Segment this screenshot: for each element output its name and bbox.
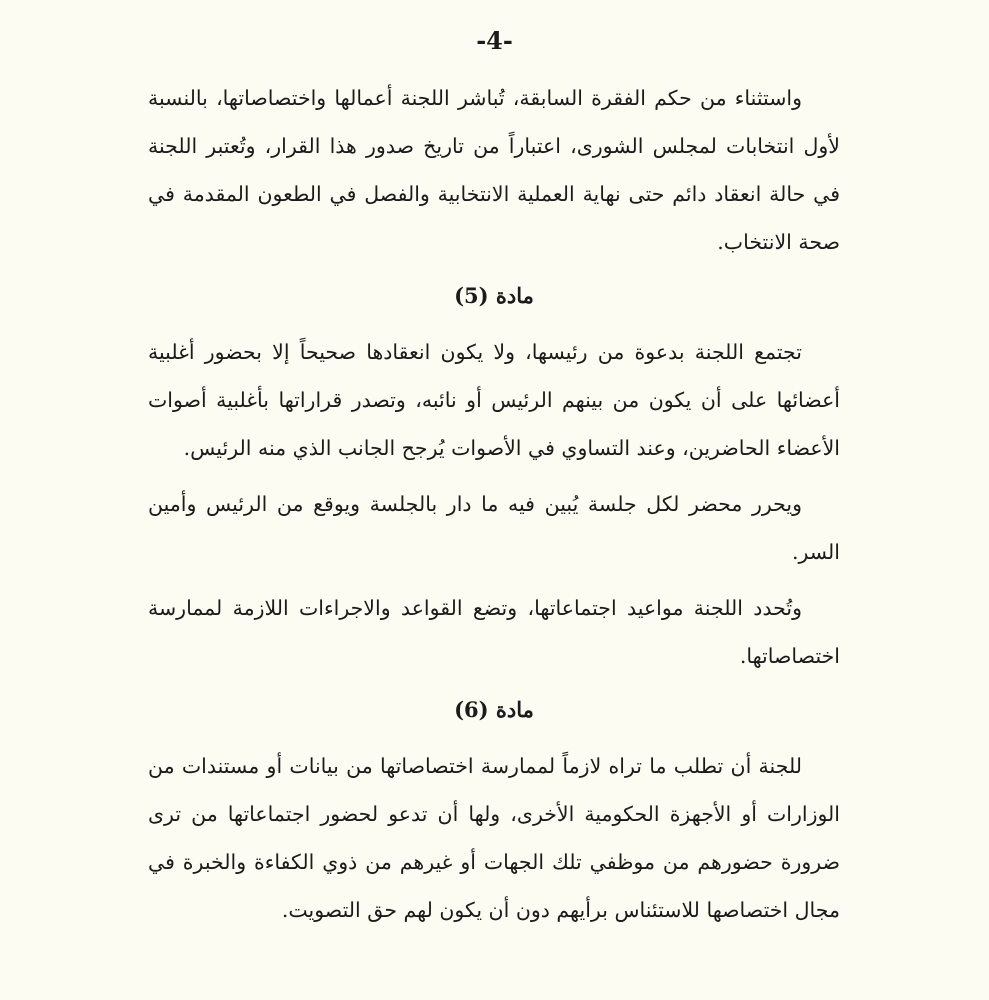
paragraph-intro-exception: واستثناء من حكم الفقرة السابقة، تُباشر اللجنة أعمالها واختصاصاتها، بالنسبة لأول انتخابات لمجلس الشورى، اعتباراً من تاريخ صدور هذا القرار، وتُعتبر اللجنة في حالة انعقاد دائم حتى نهاية العملية الانتخابية والفصل في الطعون المقدمة في صحة الانتخاب.	[148, 86, 840, 254]
paragraph-article-5-schedule: وتُحدد اللجنة مواعيد اجتماعاتها، وتضع القواعد والاجراءات اللازمة لممارسة اختصاصاتها.	[148, 596, 840, 668]
article-5-heading: مادة (5)	[454, 283, 534, 308]
paragraph-article-6-requests: للجنة أن تطلب ما تراه لازماً لممارسة اختصاصاتها من بيانات أو مستندات من الوزارات أو الأجهزة الحكومية الأخرى، ولها أن تدعو لحضور اجتماعاتها من ترى ضرورة حضورهم من موظفي تلك الجهات أو غيرهم من ذوي الكفاءة والخبرة في مجال اختصاصها للاستئناس برأيهم دون أن يكون لهم حق التصويت.	[148, 754, 840, 922]
paragraph-article-5-minutes: ويحرر محضر لكل جلسة يُبين فيه ما دار بالجلسة ويوقع من الرئيس وأمين السر.	[148, 492, 840, 564]
paragraph-article-5-meetings: تجتمع اللجنة بدعوة من رئيسها، ولا يكون انعقادها صحيحاً إلا بحضور أغلبية أعضائها على أن يكون من بينهم الرئيس أو نائبه، وتصدر قراراتها بأغلبية أصوات الأعضاء الحاضرين، وعند التساوي في الأصوات يُرجح الجانب الذي منه الرئيس.	[148, 340, 840, 460]
page-number: -4-	[476, 26, 513, 55]
article-6-heading: مادة (6)	[454, 697, 534, 722]
document-body	[148, 74, 840, 942]
